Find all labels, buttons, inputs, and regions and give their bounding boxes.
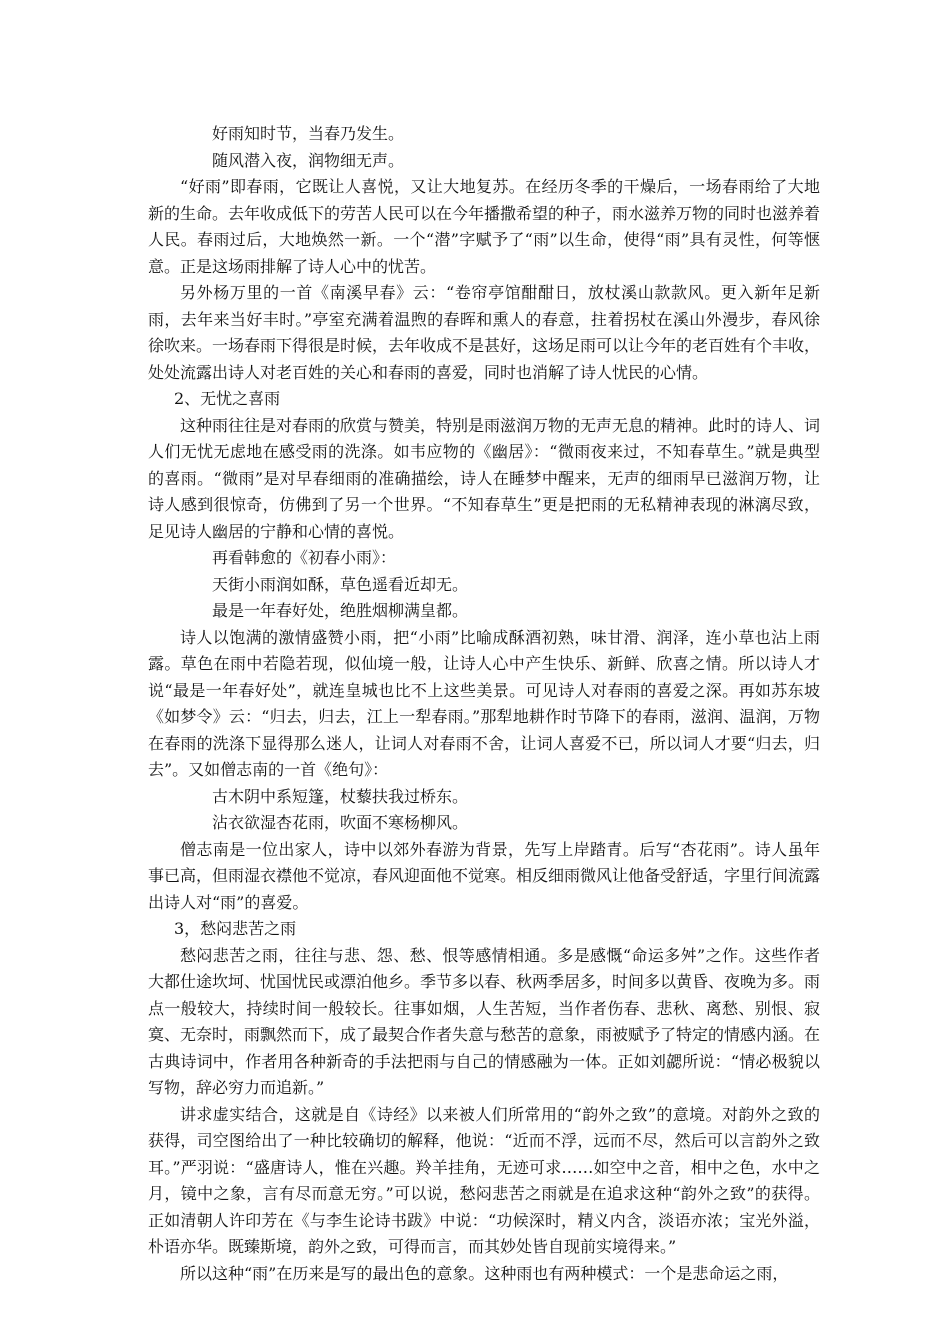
body-paragraph: 愁闷悲苦之雨，往往与悲、怨、愁、恨等感情相通。多是感慨“命运多舛”之作。这些作者大都仕途坎坷、忧国忧民或漂泊他乡。季节多以春、秋两季居多，时间多以黄昏、夜晚为多。雨点一般较大，持续时间一般较长。往事如烟，人生苦短，当作者伤春、悲秋、离愁、别恨、寂寞、无奈时，雨飘然而下，成了最契合作者失意与愁苦的意象，雨被赋予了特定的情感内涵。在古典诗词中，作者用各种新奇的手法把雨与自己的情感融为一体。正如刘勰所说：“情必极貌以写物，辞必穷力而追新。” bbox=[148, 945, 821, 1097]
body-paragraph: 僧志南是一位出家人，诗中以郊外春游为背景，先写上岸踏青。后写“杏花雨”。诗人虽年事已高，但雨湿衣襟他不觉凉，春风迎面他不觉寒。相反细雨微风让他备受舒适，字里行间流露出诗人对“雨”的喜爱。 bbox=[148, 839, 821, 912]
poem-line: 再看韩愈的《初春小雨》： bbox=[212, 548, 397, 567]
body-paragraph: 这种雨往往是对春雨的欣赏与赞美，特别是雨滋润万物的无声无息的精神。此时的诗人、词人们无忧无虑地在感受雨的洗涤。如韦应物的《幽居》：“微雨夜来过，不知春草生。”就是典型的喜雨。“微雨”是对早春细雨的准确描绘，诗人在睡梦中醒来，无声的细雨早已滋润万物，让诗人感到很惊奇，仿佛到了另一个世界。“不知春草生”更是把雨的无私精神表现的淋漓尽致，足见诗人幽居的宁静和心情的喜悦。 bbox=[148, 415, 821, 541]
poem-line: 古木阴中系短篷，杖藜扶我过桥东。 bbox=[212, 786, 469, 806]
poem-line: 最是一年春好处，绝胜烟柳满皇都。 bbox=[212, 601, 469, 620]
poem-line: 天街小雨润如酥，草色遥看近却无。 bbox=[212, 574, 469, 594]
section-heading: 3，愁闷悲苦之雨 bbox=[174, 919, 297, 938]
body-paragraph: 诗人以饱满的激情盛赞小雨，把“小雨”比喻成酥酒初熟，味甘滑、润泽，连小草也沾上雨露。草色在雨中若隐若现，似仙境一般，让诗人心中产生快乐、新鲜、欣喜之情。所以诗人才说“最是一年春好处”，就连皇城也比不上这些美景。可见诗人对春雨的喜爱之深。再如苏东坡《如梦令》云：“归去，归去，江上一犁春雨。”那犁地耕作时节降下的春雨，滋润、温润，万物在春雨的洗涤下显得那么迷人，让词人对春雨不舍，让词人喜爱不已，所以词人才要“归去，归去”。又如僧志南的一首《绝句》： bbox=[148, 627, 820, 779]
body-paragraph: 所以这种“雨”在历来是写的最出色的意象。这种雨也有两种模式：一个是悲命运之雨， bbox=[180, 1263, 789, 1283]
article-body bbox=[148, 121, 820, 1287]
section-heading: 2、无忧之喜雨 bbox=[174, 389, 281, 408]
poem-line: 随风潜入夜，润物细无声。 bbox=[212, 150, 405, 170]
body-paragraph: 另外杨万里的一首《南溪早春》云：“卷帘亭馆酣酣日，放杖溪山款款风。更入新年足新雨，去年来当好丰时。”亭室充满着温煦的春晖和熏人的春意，拄着拐杖在溪山外漫步，春风徐徐吹来。一场春雨下得很是时候，去年收成不是甚好，这场足雨可以让今年的老百姓有个丰收，处处流露出诗人对老百姓的关心和春雨的喜爱，同时也消解了诗人忧民的心情。 bbox=[148, 283, 821, 382]
poem-line: 好雨知时节，当春乃发生。 bbox=[212, 124, 405, 143]
body-paragraph: “好雨”即春雨，它既让人喜悦，又让大地复苏。在经历冬季的干燥后，一场春雨给了大地新的生命。去年收成低下的劳苦人民可以在今年播撒希望的种子，雨水滋养万物的同时也滋养着人民。春雨过后，大地焕然一新。一个“潜”字赋予了“雨”以生命，使得“雨”具有灵性，何等惬意。正是这场雨排解了诗人心中的忧苦。 bbox=[148, 177, 821, 276]
body-paragraph: 讲求虚实结合，这就是自《诗经》以来被人们所常用的“韵外之致”的意境。对韵外之致的获得，司空图给出了一种比较确切的解释，他说：“近而不浮，远而不尽，然后可以言韵外之致耳。”严羽说：“盛唐诗人，惟在兴趣。羚羊挂角，无迹可求……如空中之音，相中之色，水中之月，镜中之象，言有尽而意无穷。”可以说，愁闷悲苦之雨就是在追求这种“韵外之致”的获得。正如清朝人许印芳在《与李生论诗书跋》中说：“功候深时，精义内含，淡语亦浓；宝光外溢，朴语亦华。既臻斯境，韵外之致，可得而言，而其妙处皆自现前实境得来。” bbox=[148, 1104, 820, 1256]
poem-line: 沾衣欲湿杏花雨，吹面不寒杨柳风。 bbox=[212, 813, 469, 832]
